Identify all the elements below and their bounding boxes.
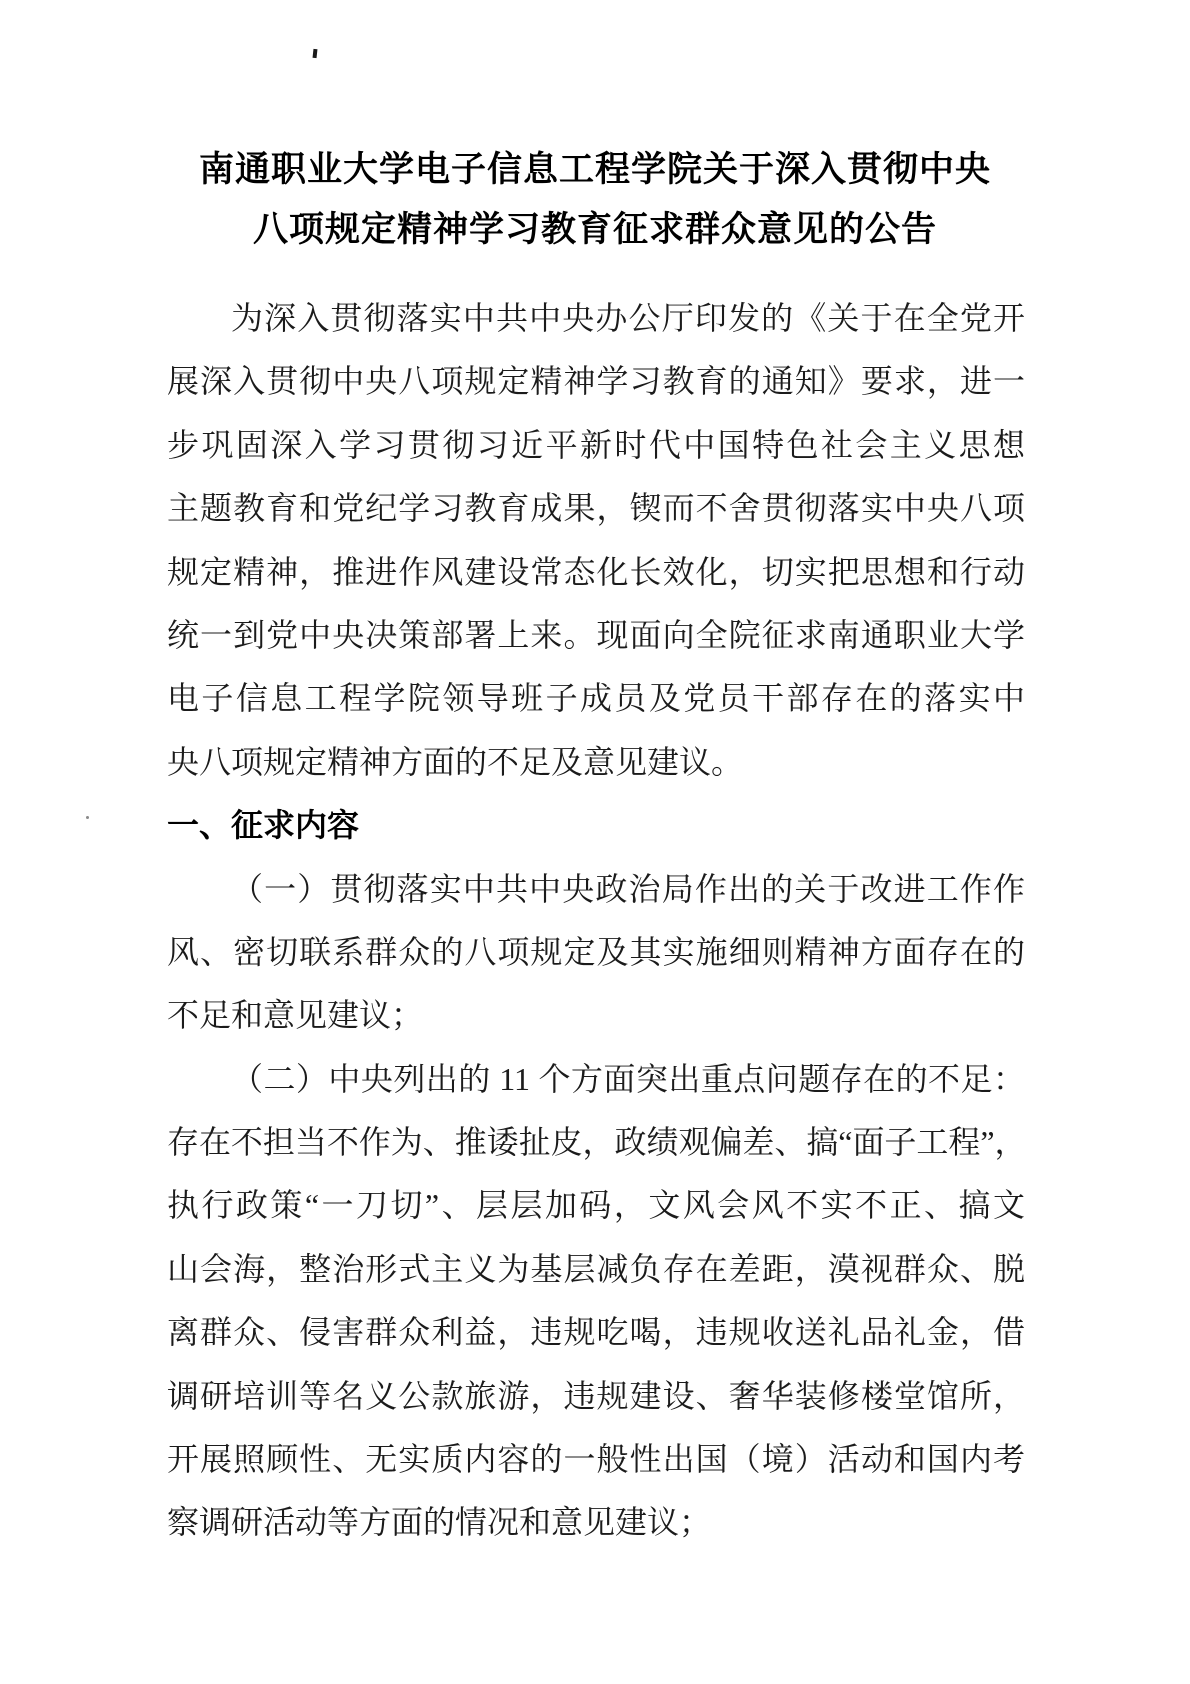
paragraph-1-line: 步巩固深入学习贯彻习近平新时代中国特色社会主义思想 [167, 426, 1025, 463]
document-body [167, 287, 1025, 1555]
paragraph-3-line: 离群众、侵害群众利益，违规吃喝，违规收送礼品礼金，借 [167, 1314, 1025, 1351]
section-heading: 一、征求内容 [167, 807, 360, 844]
scan-artifact-dot [313, 49, 318, 58]
paragraph-3-line: 调研培训等名义公款旅游，违规建设、奢华装修楼堂馆所， [167, 1377, 1025, 1414]
title-line-2: 八项规定精神学习教育征求群众意见的公告 [252, 210, 937, 249]
paragraph-3-line: 开展照顾性、无实质内容的一般性出国（境）活动和国内考 [167, 1441, 1025, 1478]
paragraph-2-line: 不足和意见建议； [167, 997, 424, 1034]
paragraph-3-line: 察调研活动等方面的情况和意见建议； [167, 1504, 712, 1541]
title-line-1: 南通职业大学电子信息工程学院关于深入贯彻中央 [198, 150, 991, 189]
paragraph-1-line: 展深入贯彻中央八项规定精神学习教育的通知》要求，进一 [167, 363, 1025, 400]
paragraph-1-line: 央八项规定精神方面的不足及意见建议。 [167, 743, 744, 780]
document-title [0, 140, 1190, 260]
paragraph-3-line: （二）中央列出的 11 个方面突出重点问题存在的不足： [231, 1060, 1025, 1097]
paragraph-1-line: 主题教育和党纪学习教育成果，锲而不舍贯彻落实中央八项 [167, 490, 1025, 527]
paragraph-1-line: 电子信息工程学院领导班子成员及党员干部存在的落实中 [167, 680, 1025, 717]
paragraph-3-line: 山会海，整治形式主义为基层减负存在差距，漠视群众、脱 [167, 1250, 1025, 1287]
paragraph-1-line: 规定精神，推进作风建设常态化长效化，切实把思想和行动 [167, 553, 1025, 590]
paragraph-2-line: 风、密切联系群众的八项规定及其实施细则精神方面存在的 [167, 933, 1025, 970]
paragraph-2-line: （一）贯彻落实中共中央政治局作出的关于改进工作作 [231, 870, 1025, 907]
paragraph-3-line: 执行政策“一刀切”、层层加码，文风会风不实不正、搞文 [167, 1187, 1025, 1224]
paragraph-1-line: 为深入贯彻落实中共中央办公厅印发的《关于在全党开 [231, 300, 1025, 336]
scan-artifact-dot [86, 816, 89, 819]
paragraph-1-line: 统一到党中央决策部署上来。现面向全院征求南通职业大学 [167, 616, 1025, 653]
paragraph-3-line: 存在不担当不作为、推诿扯皮，政绩观偏差、搞“面子工程”， [167, 1124, 1025, 1161]
